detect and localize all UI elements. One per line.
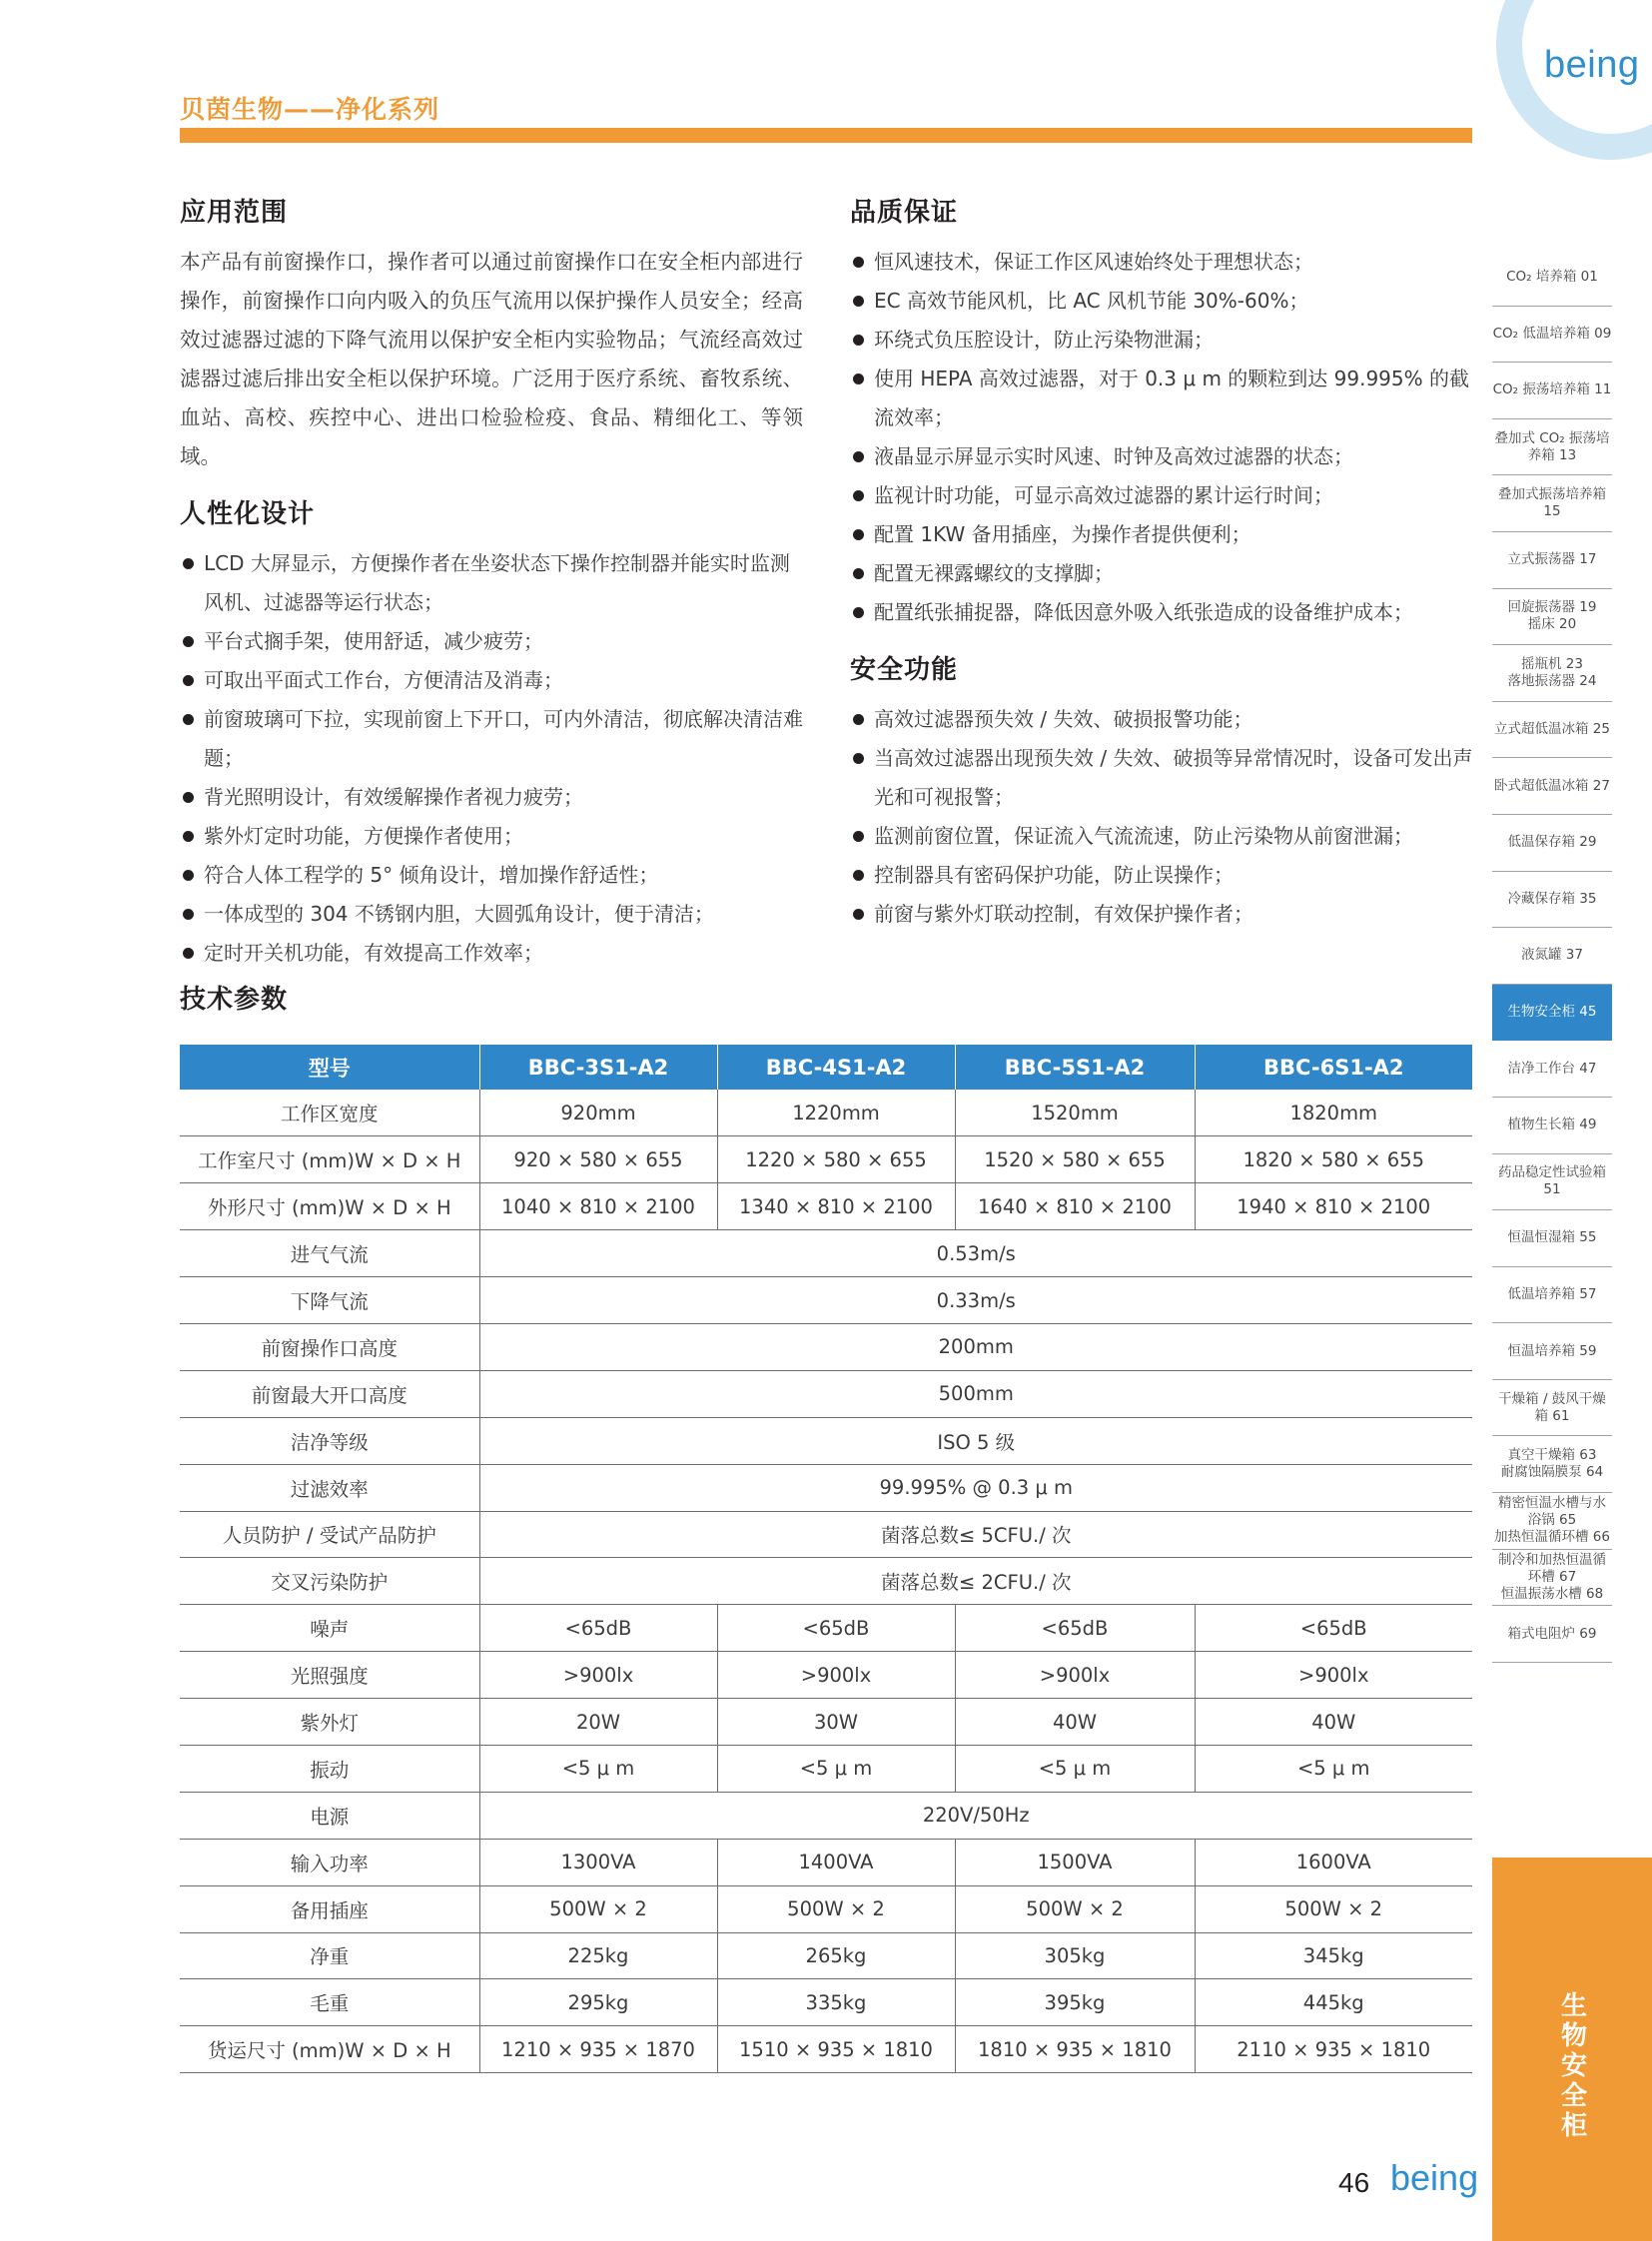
table-cell: >900lx [955, 1652, 1195, 1699]
sidebar-item[interactable]: 摇瓶机 23 落地振荡器 24 [1492, 645, 1612, 702]
row-label: 工作区宽度 [180, 1090, 479, 1136]
table-row [180, 1558, 1472, 1605]
table-cell: 40W [1195, 1699, 1472, 1746]
row-label: 外形尺寸 (mm)W × D × H [180, 1183, 479, 1230]
table-cell: 225kg [479, 1932, 717, 1979]
row-label: 光照强度 [180, 1652, 479, 1699]
safety-list [850, 700, 1473, 934]
table-cell: <65dB [479, 1605, 717, 1652]
bullet-item: 控制器具有密码保护功能，防止误操作； [850, 856, 1473, 895]
table-cell: 1820mm [1195, 1090, 1472, 1136]
footer-logo: being [1390, 2157, 1479, 2198]
table-cell-merged: 0.53m/s [479, 1230, 1472, 1277]
table-cell: 1820 × 580 × 655 [1195, 1136, 1472, 1183]
table-cell: 1220mm [717, 1090, 955, 1136]
sidebar-item[interactable]: 箱式电阻炉 69 [1492, 1606, 1612, 1663]
table-cell: 1510 × 935 × 1810 [717, 2026, 955, 2073]
table-cell: 1210 × 935 × 1870 [479, 2026, 717, 2073]
table-row [180, 1511, 1472, 1558]
table-row [180, 1464, 1472, 1511]
table-row [180, 1979, 1472, 2026]
table-cell: 920 × 580 × 655 [479, 1136, 717, 1183]
section-title: 安全功能 [850, 655, 959, 685]
sidebar-item[interactable]: 叠加式 CO₂ 振荡培养箱 13 [1492, 419, 1612, 476]
table-cell: >900lx [479, 1652, 717, 1699]
table-cell: >900lx [1195, 1652, 1472, 1699]
table-header-row [180, 1045, 1472, 1090]
table-cell: 1520 × 580 × 655 [955, 1136, 1195, 1183]
sidebar-item[interactable]: 干燥箱 / 鼓风干燥箱 61 [1492, 1380, 1612, 1437]
specs-section [180, 979, 288, 1030]
table-cell: <65dB [1195, 1605, 1472, 1652]
application-text: 本产品有前窗操作口，操作者可以通过前窗操作口在安全柜内部进行操作，前窗操作口向内吸入的负压气流用以保护操作人员安全；经高效过滤器过滤的下降气流用以保护安全柜内实验物品；气流经高效过滤器过滤后排出安全柜以保护环境。广泛用于医疗系统、畜牧系统、血站、高校、疾控中心、进出口检验检疫、食品、精细化工、等领域。 [180, 250, 803, 468]
table-row [180, 1136, 1472, 1183]
sidebar-item[interactable]: 低温培养箱 57 [1492, 1267, 1612, 1324]
table-cell-merged: 菌落总数≤ 2CFU./ 次 [479, 1558, 1472, 1605]
row-label: 噪声 [180, 1605, 479, 1652]
table-cell: 1940 × 810 × 2100 [1195, 1183, 1472, 1230]
sidebar-item[interactable]: 生物安全柜 45 [1492, 985, 1612, 1042]
table-cell-merged: 500mm [479, 1370, 1472, 1417]
safety-section [850, 649, 1473, 934]
section-title: 人性化设计 [180, 499, 316, 529]
design-list [180, 544, 809, 973]
category-tab-label: 生物安全柜 [1556, 1991, 1587, 2141]
bullet-item: 配置无裸露螺纹的支撑脚； [850, 554, 1473, 593]
row-label: 前窗最大开口高度 [180, 1370, 479, 1417]
table-row [180, 1183, 1472, 1230]
bullet-item: 前窗玻璃可下拉，实现前窗上下开口，可内外清洁，彻底解决清洁难题； [180, 700, 809, 778]
category-tab [1492, 1858, 1652, 2241]
row-label: 货运尺寸 (mm)W × D × H [180, 2026, 479, 2073]
table-cell: 1600VA [1195, 1839, 1472, 1885]
design-section [180, 493, 809, 973]
table-cell: 30W [717, 1699, 955, 1746]
table-cell: <65dB [955, 1605, 1195, 1652]
row-label: 过滤效率 [180, 1464, 479, 1511]
table-row [180, 1605, 1472, 1652]
sidebar-item[interactable]: 恒温恒湿箱 55 [1492, 1210, 1612, 1267]
bullet-item: 配置纸张捕捉器，降低因意外吸入纸张造成的设备维护成本； [850, 593, 1473, 632]
table-cell: <5 μ m [717, 1745, 955, 1792]
bullet-item: 背光照明设计，有效缓解操作者视力疲劳； [180, 778, 809, 817]
header-cell-model: BBC-6S1-A2 [1195, 1045, 1472, 1090]
sidebar-item[interactable]: 液氮罐 37 [1492, 928, 1612, 985]
table-row [180, 1652, 1472, 1699]
row-label: 紫外灯 [180, 1699, 479, 1746]
table-cell: 500W × 2 [479, 1885, 717, 1932]
table-cell: 305kg [955, 1932, 1195, 1979]
application-section [180, 192, 803, 476]
sidebar-item[interactable]: CO₂ 培养箱 01 [1492, 250, 1612, 307]
table-row [180, 1839, 1472, 1885]
row-label: 备用插座 [180, 1885, 479, 1932]
bullet-item: 液晶显示屏显示实时风速、时钟及高效过滤器的状态； [850, 437, 1473, 476]
bullet-item: EC 高效节能风机，比 AC 风机节能 30%-60%； [850, 282, 1473, 321]
row-label: 前窗操作口高度 [180, 1323, 479, 1370]
header-cell-model: BBC-4S1-A2 [717, 1045, 955, 1090]
bullet-item: 定时开关机功能，有效提高工作效率； [180, 934, 809, 973]
table-cell-merged: ISO 5 级 [479, 1417, 1472, 1464]
sidebar-item[interactable]: 精密恒温水槽与水浴锅 65 加热恒温循环槽 66 [1492, 1493, 1612, 1550]
quality-list [850, 243, 1473, 632]
table-cell: 1640 × 810 × 2100 [955, 1183, 1195, 1230]
sidebar-item[interactable]: 植物生长箱 49 [1492, 1098, 1612, 1154]
bullet-item: 监测前窗位置，保证流入气流流速，防止污染物从前窗泄漏； [850, 817, 1473, 856]
table-row [180, 1370, 1472, 1417]
table-cell: <5 μ m [955, 1745, 1195, 1792]
bullet-item: 高效过滤器预失效 / 失效、破损报警功能； [850, 700, 1473, 739]
sidebar-item[interactable]: 恒温培养箱 59 [1492, 1323, 1612, 1380]
row-label: 人员防护 / 受试产品防护 [180, 1511, 479, 1558]
sidebar-item[interactable]: 低温保存箱 29 [1492, 815, 1612, 872]
bullet-item: 使用 HEPA 高效过滤器，对于 0.3 μ m 的颗粒到达 99.995% 的截流效率； [850, 360, 1473, 437]
header-cell-model-label: 型号 [180, 1045, 479, 1090]
table-cell: 295kg [479, 1979, 717, 2026]
page-number: 46 [1338, 2167, 1370, 2198]
section-title: 品质保证 [850, 198, 959, 228]
table-cell: 920mm [479, 1090, 717, 1136]
bullet-item: 可取出平面式工作台，方便清洁及消毒； [180, 661, 809, 700]
table-cell-merged: 99.995% @ 0.3 μ m [479, 1464, 1472, 1511]
table-cell: 40W [955, 1699, 1195, 1746]
table-cell-merged: 200mm [479, 1323, 1472, 1370]
header-divider [180, 128, 1472, 143]
bullet-item: 一体成型的 304 不锈钢内胆，大圆弧角设计，便于清洁； [180, 895, 809, 934]
table-cell: 500W × 2 [1195, 1885, 1472, 1932]
table-cell-merged: 0.33m/s [479, 1277, 1472, 1324]
table-cell: 1300VA [479, 1839, 717, 1885]
table-cell: 2110 × 935 × 1810 [1195, 2026, 1472, 2073]
section-title: 应用范围 [180, 198, 289, 228]
table-row [180, 1090, 1472, 1136]
series-title: 贝茵生物——净化系列 [180, 95, 440, 124]
bullet-item: LCD 大屏显示，方便操作者在坐姿状态下操作控制器并能实时监测风机、过滤器等运行状态； [180, 544, 809, 622]
table-cell: 1220 × 580 × 655 [717, 1136, 955, 1183]
row-label: 洁净等级 [180, 1417, 479, 1464]
sidebar-item[interactable]: 真空干燥箱 63 耐腐蚀隔膜泵 64 [1492, 1436, 1612, 1493]
table-row [180, 1417, 1472, 1464]
sidebar-item[interactable]: 药品稳定性试验箱 51 [1492, 1154, 1612, 1211]
table-row [180, 1230, 1472, 1277]
table-cell: 265kg [717, 1932, 955, 1979]
bullet-item: 当高效过滤器出现预失效 / 失效、破损等异常情况时，设备可发出声光和可视报警； [850, 739, 1473, 817]
row-label: 振动 [180, 1745, 479, 1792]
table-cell: 500W × 2 [717, 1885, 955, 1932]
sidebar-item[interactable]: 洁净工作台 47 [1492, 1041, 1612, 1098]
sidebar-item[interactable]: 叠加式振荡培养箱 15 [1492, 475, 1612, 532]
quality-section [850, 192, 1473, 632]
table-cell: <65dB [717, 1605, 955, 1652]
row-label: 进气气流 [180, 1230, 479, 1277]
row-label: 净重 [180, 1932, 479, 1979]
sidebar-item[interactable]: 卧式超低温冰箱 27 [1492, 758, 1612, 815]
bullet-item: 环绕式负压腔设计，防止污染物泄漏； [850, 321, 1473, 360]
table-cell: 1810 × 935 × 1810 [955, 2026, 1195, 2073]
table-cell: 1400VA [717, 1839, 955, 1885]
bullet-item: 符合人体工程学的 5° 倾角设计，增加操作舒适性； [180, 856, 809, 895]
sidebar-item[interactable]: CO₂ 振荡培养箱 11 [1492, 363, 1612, 419]
row-label: 下降气流 [180, 1277, 479, 1324]
table-cell: 345kg [1195, 1932, 1472, 1979]
row-label: 工作室尺寸 (mm)W × D × H [180, 1136, 479, 1183]
bullet-item: 平台式搁手架，使用舒适，减少疲劳； [180, 622, 809, 661]
header-cell-model: BBC-3S1-A2 [479, 1045, 717, 1090]
brand-logo: being [1544, 44, 1640, 86]
sidebar-item[interactable]: 回旋振荡器 19 摇床 20 [1492, 589, 1612, 646]
table-cell-merged: 菌落总数≤ 5CFU./ 次 [479, 1511, 1472, 1558]
table-row [180, 1699, 1472, 1746]
table-row [180, 1323, 1472, 1370]
sidebar-item[interactable]: CO₂ 低温培养箱 09 [1492, 307, 1612, 364]
table-row [180, 1277, 1472, 1324]
bullet-item: 紫外灯定时功能，方便操作者使用； [180, 817, 809, 856]
table-cell: 20W [479, 1699, 717, 1746]
specs-title: 技术参数 [180, 985, 289, 1015]
sidebar-item[interactable]: 制冷和加热恒温循环槽 67 恒温振荡水槽 68 [1492, 1550, 1612, 1607]
bullet-item: 恒风速技术，保证工作区风速始终处于理想状态； [850, 243, 1473, 282]
table-row [180, 2026, 1472, 2073]
table-cell-merged: 220V/50Hz [479, 1792, 1472, 1839]
bullet-item: 前窗与紫外灯联动控制，有效保护操作者； [850, 895, 1473, 934]
table-cell: 1040 × 810 × 2100 [479, 1183, 717, 1230]
table-cell: 335kg [717, 1979, 955, 2026]
table-row [180, 1745, 1472, 1792]
table-cell: <5 μ m [479, 1745, 717, 1792]
table-cell: 445kg [1195, 1979, 1472, 2026]
table-row [180, 1932, 1472, 1979]
table-cell: >900lx [717, 1652, 955, 1699]
bullet-item: 配置 1KW 备用插座，为操作者提供便利； [850, 515, 1473, 554]
table-row [180, 1792, 1472, 1839]
table-cell: 500W × 2 [955, 1885, 1195, 1932]
table-row [180, 1885, 1472, 1932]
table-cell: <5 μ m [1195, 1745, 1472, 1792]
spec-table [180, 1045, 1472, 2073]
row-label: 输入功率 [180, 1839, 479, 1885]
sidebar-item[interactable]: 冷藏保存箱 35 [1492, 872, 1612, 929]
row-label: 电源 [180, 1792, 479, 1839]
bullet-item: 监视计时功能，可显示高效过滤器的累计运行时间； [850, 476, 1473, 515]
header-cell-model: BBC-5S1-A2 [955, 1045, 1195, 1090]
table-cell: 1500VA [955, 1839, 1195, 1885]
table-cell: 395kg [955, 1979, 1195, 2026]
row-label: 交叉污染防护 [180, 1558, 479, 1605]
table-cell: 1340 × 810 × 2100 [717, 1183, 955, 1230]
sidebar-nav [1492, 250, 1612, 1663]
row-label: 毛重 [180, 1979, 479, 2026]
sidebar-item[interactable]: 立式超低温冰箱 25 [1492, 702, 1612, 759]
table-cell: 1520mm [955, 1090, 1195, 1136]
sidebar-item[interactable]: 立式振荡器 17 [1492, 532, 1612, 589]
